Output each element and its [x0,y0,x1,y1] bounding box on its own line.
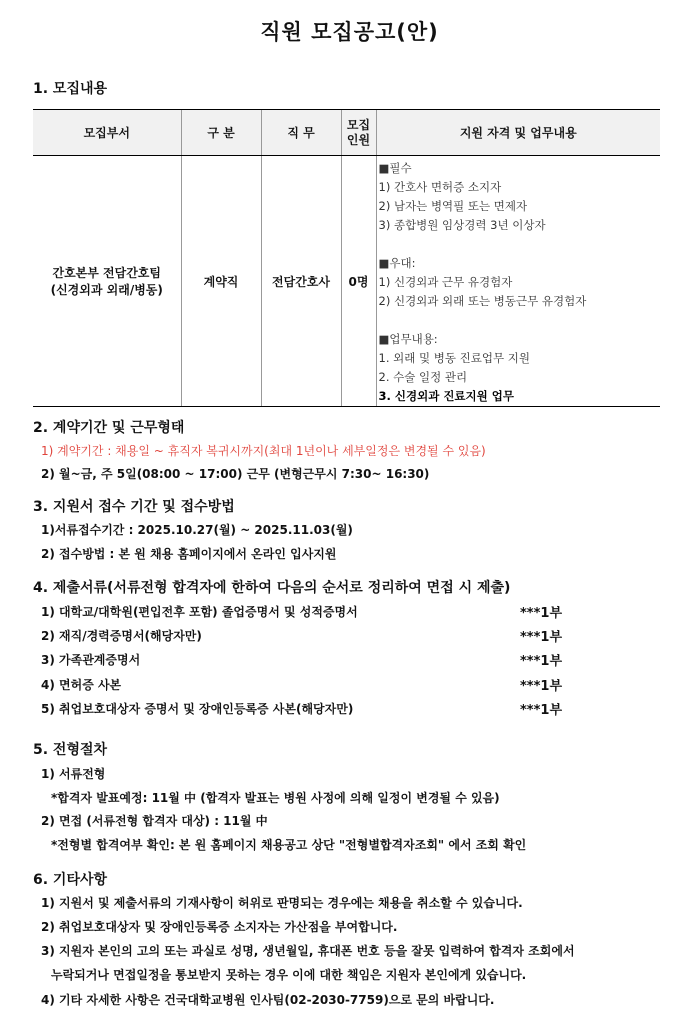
req-line: 3. 신경외과 진료지원 업무 [378,389,514,403]
misc-item: 3) 지원자 본인의 고의 또는 과실로 성명, 생년월일, 휴대폰 번호 등을 잘못 입력하여 합격자 조회에서 [41,944,575,958]
req-line: 1) 신경외과 근무 유경험자 [378,275,513,289]
req-line: ■필수 [378,161,412,175]
req-line: 2. 수술 일정 관리 [378,370,468,384]
header-dept: 모집부서 [33,110,181,156]
header-count-line: 모집 [346,117,371,132]
document-item: 3) 가족관계증명서 [41,653,141,667]
req-line: 3) 종합병원 임상경력 3년 이상자 [378,218,546,232]
document-copies: ***1부 [520,703,562,718]
document-copies: ***1부 [520,654,562,669]
req-line: 2) 남자는 병역필 또는 면제자 [378,199,528,213]
section-heading-process: 5. 전형절차 [33,742,108,758]
work-schedule: 2) 월~금, 주 5일(08:00 ~ 17:00) 근무 (변형근무시 7:30~ 16:30) [41,467,430,481]
header-count [341,110,376,156]
section-heading-misc: 6. 기타사항 [33,872,108,888]
dept-line-1: 간호본부 전담간호팀 [52,266,161,280]
document-item: 5) 취업보호대상자 증명서 및 장애인등록증 사본(해당자만) [41,702,354,716]
cell-dept [33,156,181,407]
cell-count: 0명 [341,156,376,407]
section-heading-application: 3. 지원서 접수 기간 및 접수방법 [33,499,235,515]
req-line: 1. 외래 및 병동 진료업무 지원 [378,351,530,365]
req-line: ■우대: [378,256,416,270]
misc-item: 2) 취업보호대상자 및 장애인등록증 소지자는 가산점을 부여합니다. [41,920,398,934]
cell-requirements [376,156,660,407]
page-title: 직원 모집공고(안) [260,20,439,44]
header-type: 구 분 [181,110,261,156]
header-job: 직 무 [261,110,341,156]
process-announcement-note: *합격자 발표예정: 11월 中 (합격자 발표는 병원 사정에 의해 일정이 변경될 수 있음) [51,791,500,805]
req-line: 1) 간호사 면허증 소지자 [378,180,502,194]
header-count-line: 인원 [346,132,371,147]
cell-type: 계약직 [181,156,261,407]
application-method: 2) 접수방법 : 본 원 채용 홈페이지에서 온라인 입사지원 [41,547,337,561]
misc-item-continued: 누락되거나 면접일정을 통보받지 못하는 경우 이에 대한 책임은 지원자 본인에게 있습니다. [51,968,527,982]
section-heading-recruit-content: 1. 모집내용 [33,81,108,97]
cell-job: 전담간호사 [261,156,341,407]
header-requirements: 지원 자격 및 업무내용 [376,110,660,156]
document-copies: ***1부 [520,679,562,694]
document-item: 4) 면허증 사본 [41,678,122,692]
document-item: 1) 대학교/대학원(편입전후 포함) 졸업증명서 및 성적증명서 [41,605,358,619]
req-gap [379,235,661,254]
document-item: 2) 재직/경력증명서(해당자만) [41,629,202,643]
process-document-screening: 1) 서류전형 [41,767,106,781]
misc-item: 1) 지원서 및 제출서류의 기재사항이 허위로 판명되는 경우에는 채용을 취소할 수 있습니다. [41,896,523,910]
contract-period: 1) 계약기간 : 채용일 ~ 휴직자 복귀시까지(최대 1년이나 세부일정은 변경될 수 있음) [41,444,486,458]
section-heading-contract: 2. 계약기간 및 근무형태 [33,420,185,436]
document-copies: ***1부 [520,606,562,621]
dept-line-2: (신경외과 외래/병동) [50,283,163,297]
application-period: 1)서류접수기간 : 2025.10.27(월) ~ 2025.11.03(월) [41,523,353,537]
table-header-row [33,110,660,156]
req-line: 2) 신경외과 외래 또는 병동근무 유경험자 [378,294,587,308]
process-interview: 2) 면접 (서류전형 합격자 대상) : 11월 中 [41,814,268,828]
req-gap [379,311,661,330]
table-row [33,156,660,407]
section-heading-documents: 4. 제출서류(서류전형 합격자에 한하여 다음의 순서로 정리하여 면접 시 제출) [33,580,511,596]
document-copies: ***1부 [520,630,562,645]
misc-item: 4) 기타 자세한 사항은 건국대학교병원 인사팀(02-2030-7759)으로 문의 바랍니다. [41,993,495,1007]
req-line: ■업무내용: [378,332,438,346]
recruit-table [33,109,660,407]
process-result-check-note: *전형별 합격여부 확인: 본 원 홈페이지 채용공고 상단 "전형별합격자조회" 에서 조회 확인 [51,838,527,852]
